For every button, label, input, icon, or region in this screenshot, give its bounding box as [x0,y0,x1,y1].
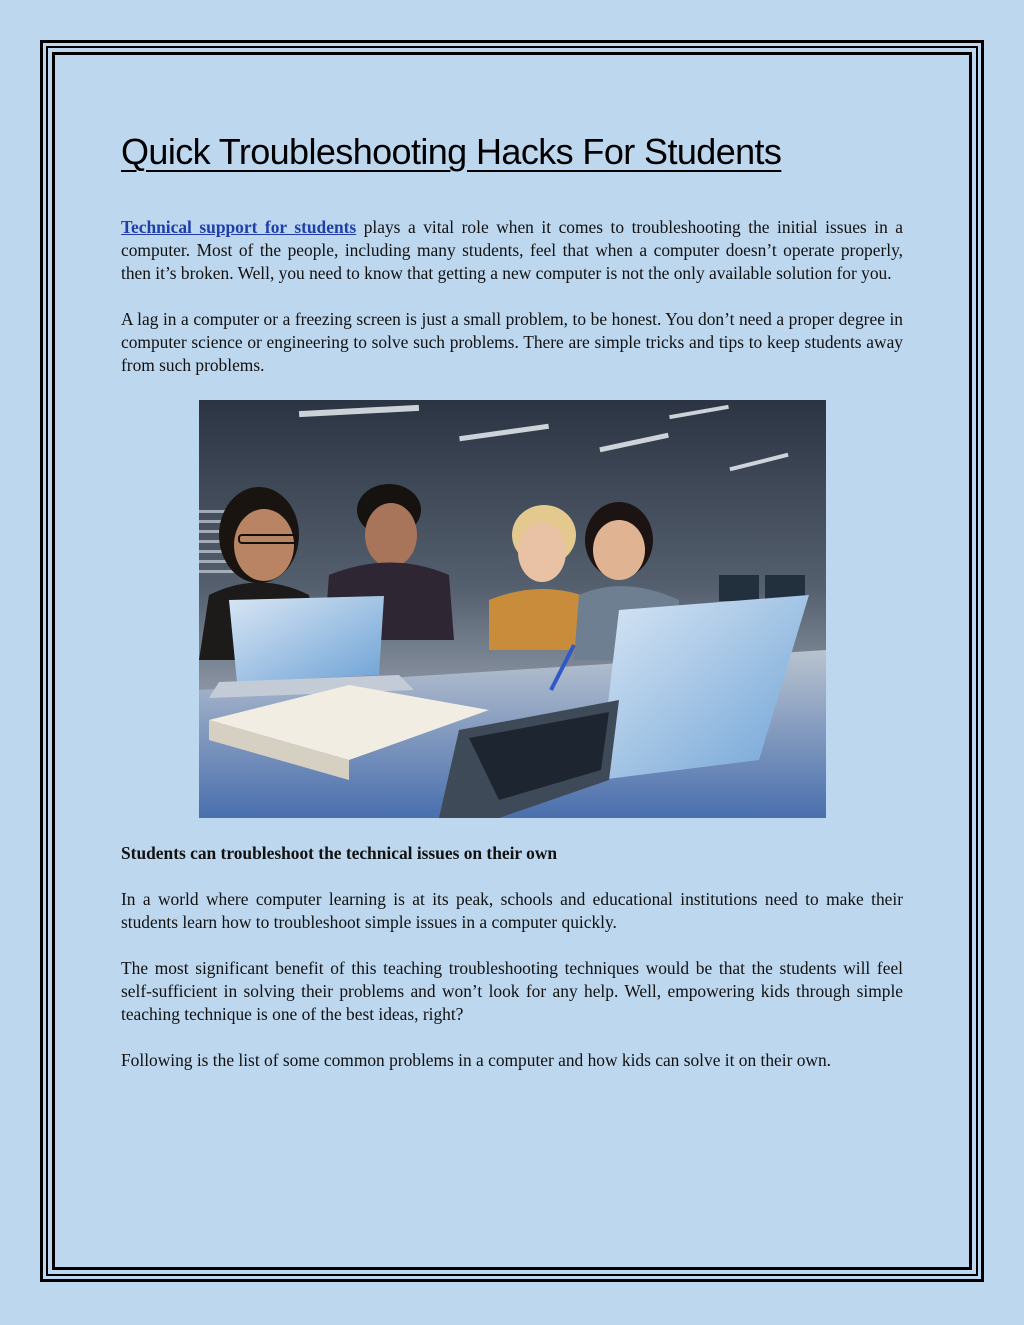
technical-support-link[interactable]: Technical support for students [121,217,357,237]
page-title: Quick Troubleshooting Hacks For Students [121,131,782,172]
section-heading: Students can troubleshoot the technical issues on their own [121,843,558,863]
paragraph-benefit: The most significant benefit of this teaching troubleshooting techniques would be that the students will feel self-sufficient in solving their problems and won’t look for any help. Well, empowering kids through simple teaching technique is one of the best ideas, right? [121,958,903,1024]
paragraph-world: In a world where computer learning is at its peak, schools and educational institutions need to make their students learn how to troubleshoot simple issues in a computer quickly. [121,889,903,932]
intro-paragraph [121,216,903,285]
paragraph-lag: A lag in a computer or a freezing screen is just a small problem, to be honest. You don’t need a proper degree in computer science or engineering to solve such problems. There are simple tricks and tips to keep students away from such problems. [121,309,903,375]
document-body [121,128,903,1095]
intro-text: plays a vital role when it comes to troubleshooting the initial issues in a computer. Most of the people, including many students, feel that when a computer doesn’t operate properly, then it’s broken. Well, you need to know that getting a new computer is not the only available solution for you. [121,217,904,283]
paragraph-list-intro: Following is the list of some common problems in a computer and how kids can solve it on their own. [121,1050,832,1070]
students-laptops-photo [199,400,826,818]
photo-illustration [199,400,826,818]
